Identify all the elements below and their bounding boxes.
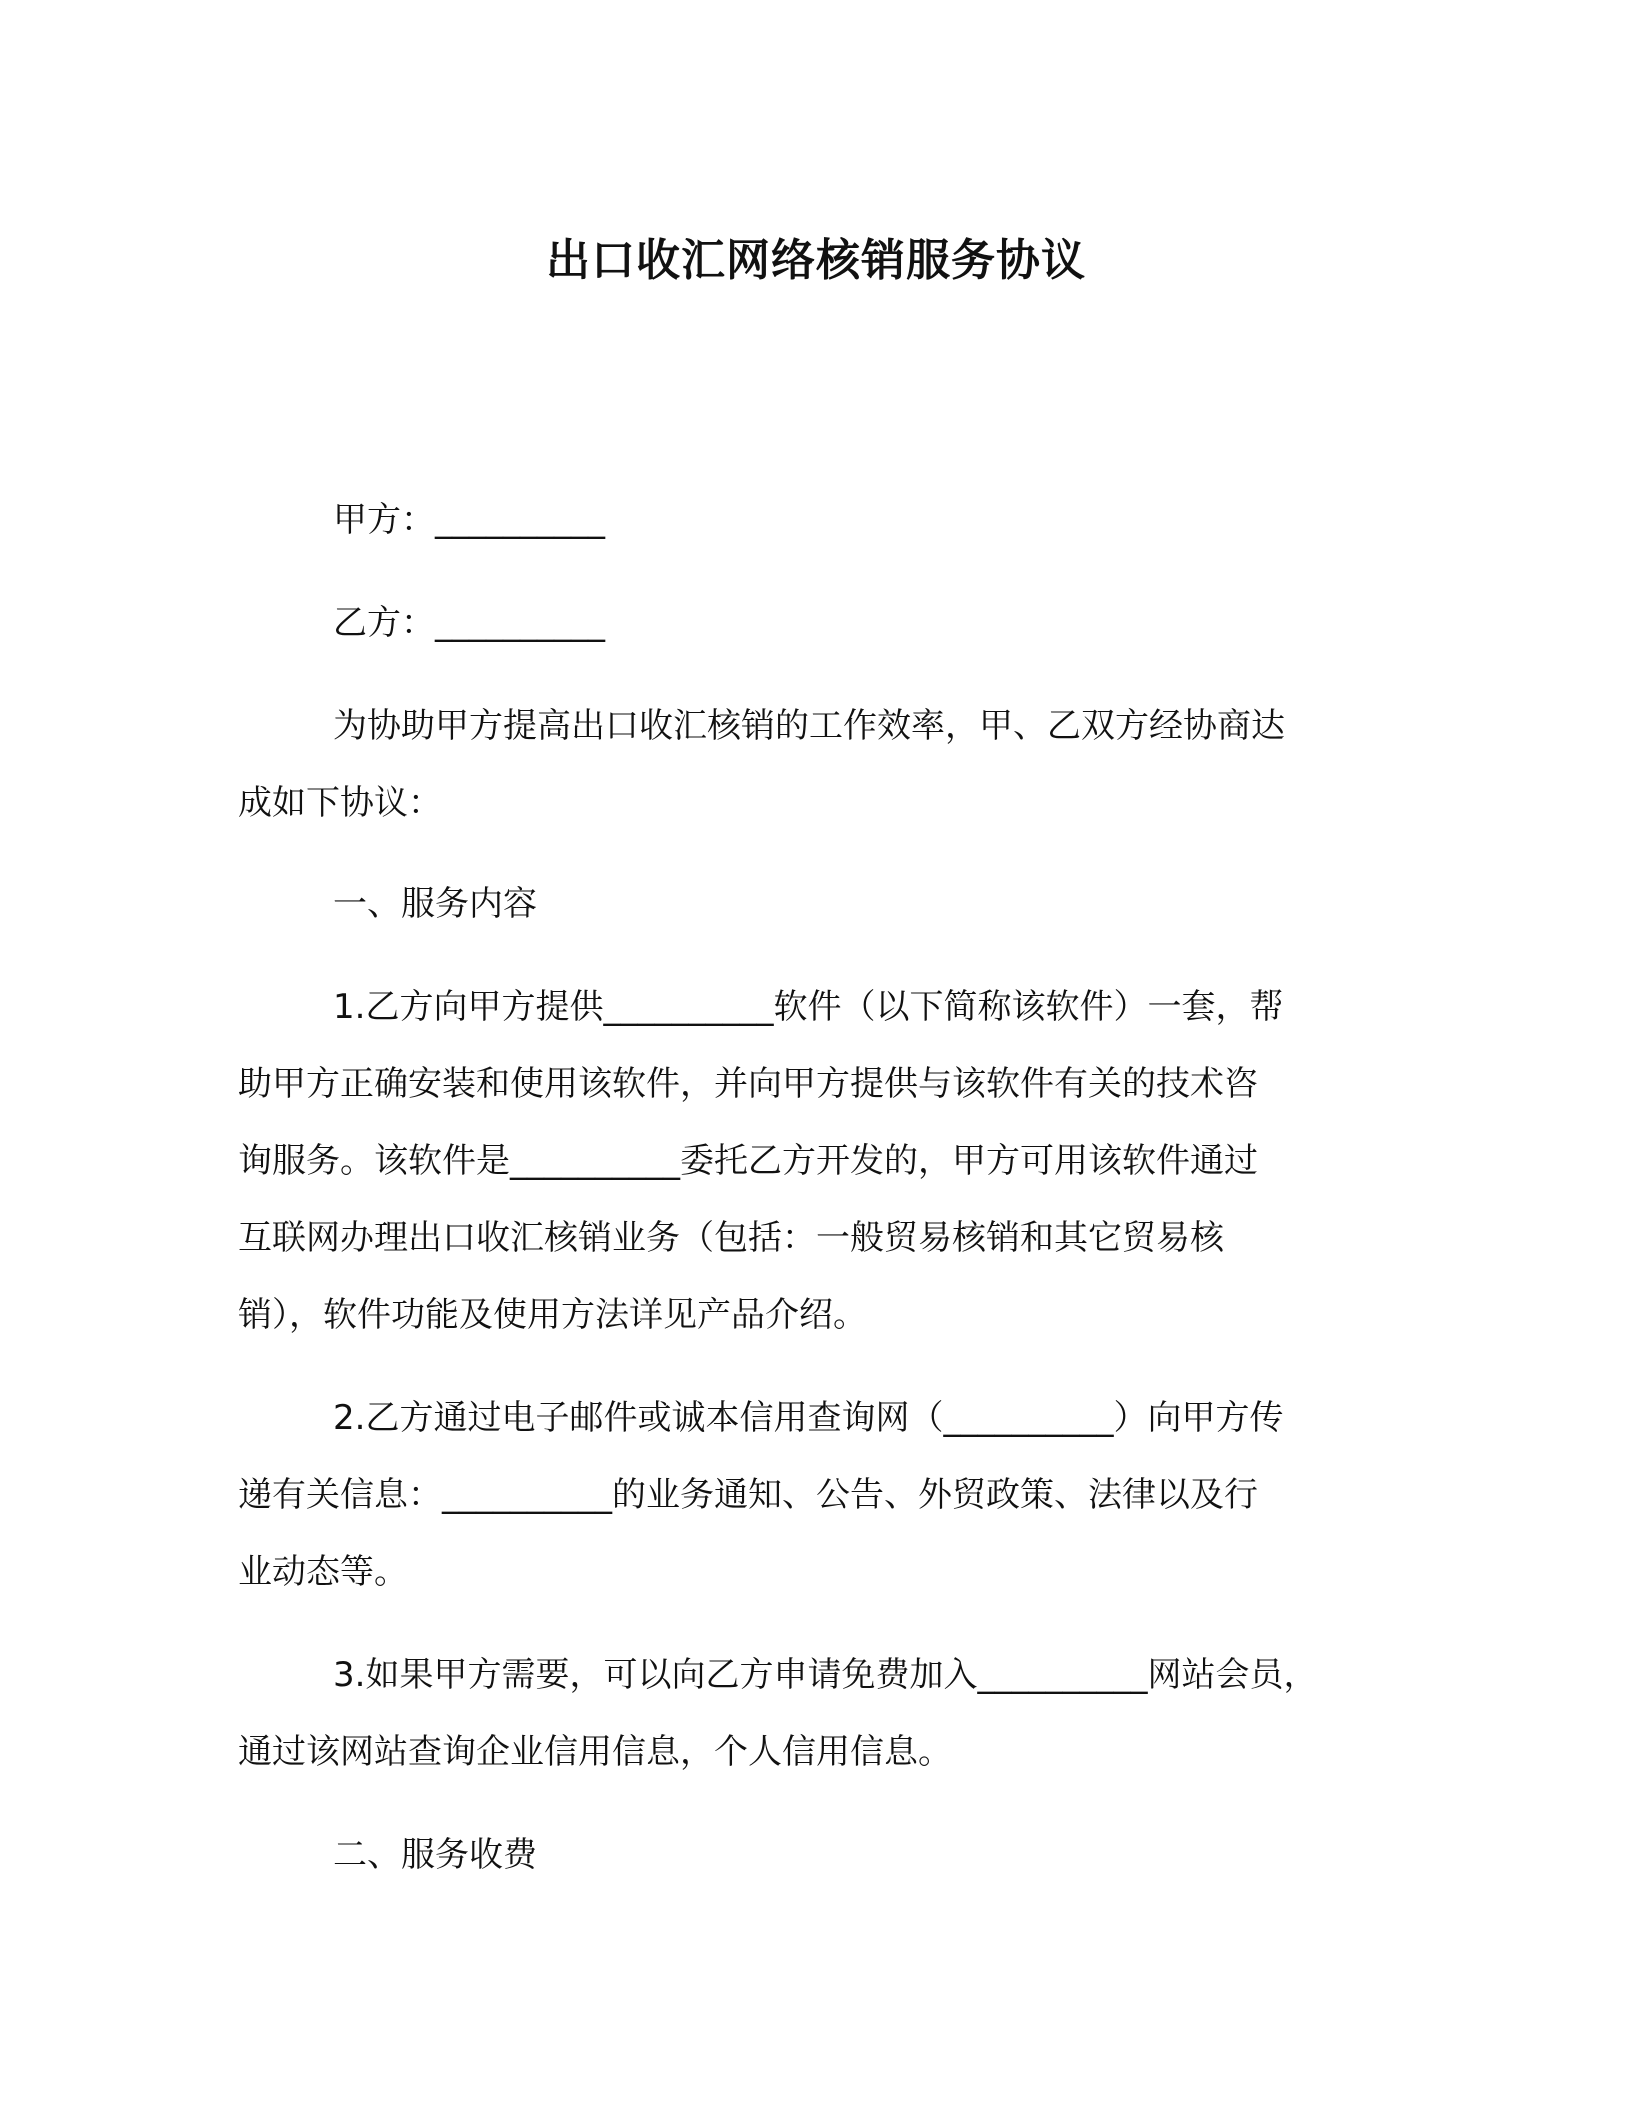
item-1-line-1: 1.乙方向甲方提供__________软件（以下简称该软件）一套，帮	[333, 987, 1284, 1027]
item-1-line-3: 询服务。该软件是__________委托乙方开发的，甲方可用该软件通过	[238, 1141, 1258, 1181]
party-b-line: 乙方：__________	[333, 603, 605, 643]
item-2-line-1: 2.乙方通过电子邮件或诚本信用查询网（__________）向甲方传	[333, 1398, 1284, 1438]
item-1-line-4: 互联网办理出口收汇核销业务（包括：一般贸易核销和其它贸易核	[238, 1218, 1224, 1258]
preamble-line-2: 成如下协议：	[238, 783, 442, 823]
section-1-heading: 一、服务内容	[333, 884, 537, 924]
item-1-line-5: 销），软件功能及使用方法详见产品介绍。	[238, 1295, 867, 1335]
document-title: 出口收汇网络核销服务协议	[546, 235, 1086, 286]
item-1-line-2: 助甲方正确安装和使用该软件，并向甲方提供与该软件有关的技术咨	[238, 1064, 1258, 1104]
preamble-line-1: 为协助甲方提高出口收汇核销的工作效率，甲、乙双方经协商达	[333, 706, 1285, 746]
section-2-heading: 二、服务收费	[333, 1835, 537, 1875]
party-a-line: 甲方：__________	[333, 500, 605, 540]
item-3-line-2: 通过该网站查询企业信用信息，个人信用信息。	[238, 1732, 952, 1772]
item-3-line-1: 3.如果甲方需要，可以向乙方申请免费加入__________网站会员，	[333, 1655, 1318, 1695]
item-2-line-2: 递有关信息：__________的业务通知、公告、外贸政策、法律以及行	[238, 1475, 1258, 1515]
item-2-line-3: 业动态等。	[238, 1552, 408, 1592]
